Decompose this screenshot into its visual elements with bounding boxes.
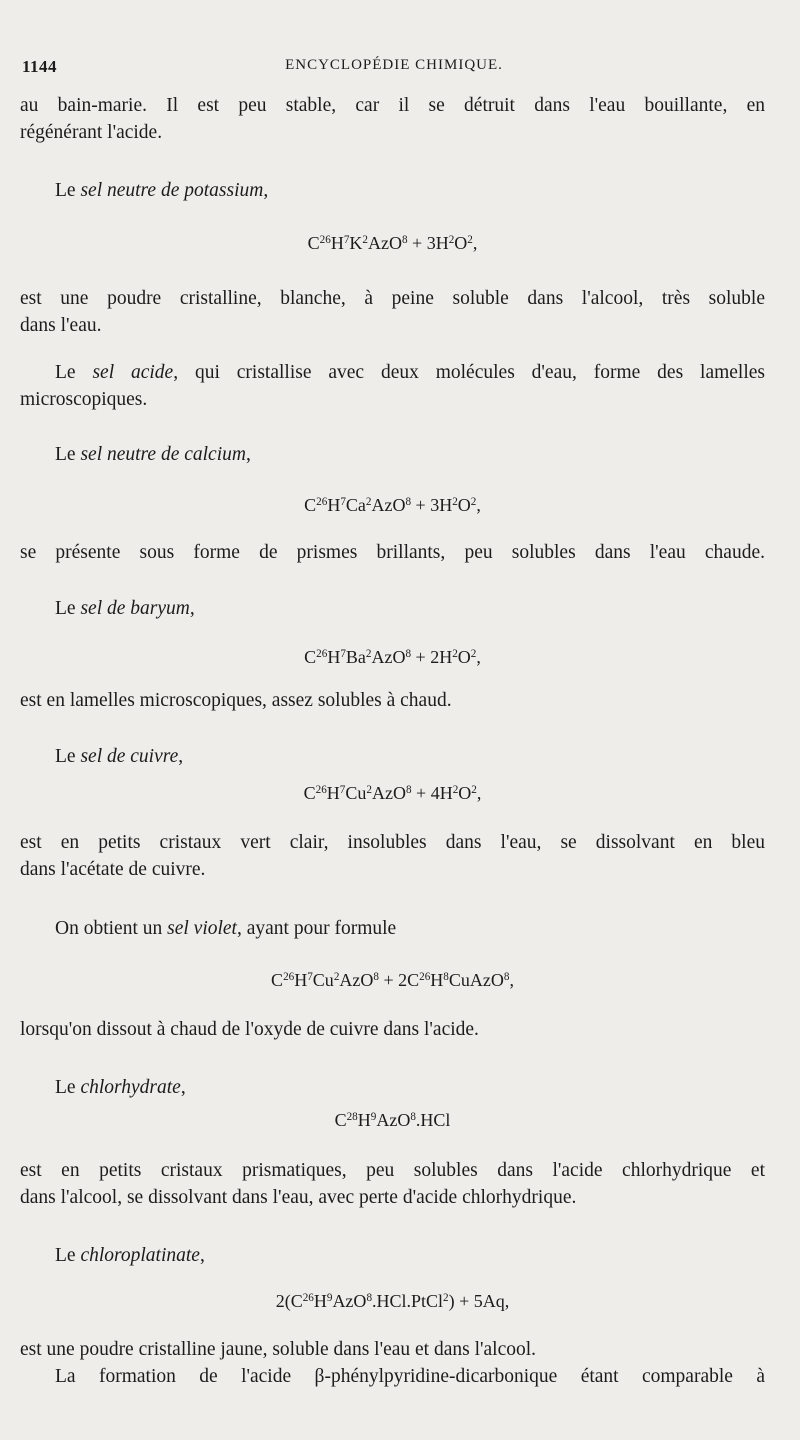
formula-part: + 3H (407, 233, 449, 253)
formula-superscript: 7 (339, 783, 346, 796)
formula-superscript: 2 (366, 783, 372, 796)
formula-superscript: 28 (346, 1110, 358, 1123)
formula-superscript: 8 (405, 647, 412, 660)
text-line: La formation de l'acide β-phénylpyridine-dicarbonique étant comparable à (55, 1366, 765, 1387)
formula-superscript: 7 (343, 233, 350, 246)
formula-superscript: 2 (471, 783, 477, 796)
formula-part: Cu (312, 970, 334, 990)
paragraph-sel-violet-intro: On obtient un sel violet, ayant pour formule (55, 918, 397, 939)
page-number: 1144 (22, 57, 58, 76)
formula-cuivre (20, 781, 765, 805)
formula-part: + 2C (378, 970, 420, 990)
formula-potassium (20, 231, 765, 255)
paragraph-potassium-intro: Le sel neutre de potassium, (55, 180, 269, 201)
formula-superscript: 2 (452, 495, 458, 508)
text-line: dans l'alcool, se dissolvant dans l'eau, avec perte d'acide chlorhydrique. (20, 1187, 577, 1208)
formula-part: O (454, 233, 468, 253)
formula-superscript: 8 (503, 970, 510, 983)
text-line: est en petits cristaux vert clair, insolubles dans l'eau, se dissolvant en bleu (20, 832, 765, 853)
paragraph-baryum-intro: Le sel de baryum, (55, 598, 195, 619)
text-line: lorsqu'on dissout à chaud de l'oxyde de cuivre dans l'acide. (20, 1019, 479, 1040)
formula-part: , (509, 970, 514, 990)
formula-part: O (457, 647, 471, 667)
formula-superscript: 7 (340, 495, 346, 508)
formula-superscript: 26 (302, 1291, 314, 1304)
formula-part: H (313, 1291, 327, 1311)
formula-part: C (271, 970, 284, 990)
formula-part: ) + 5Aq, (448, 1291, 510, 1311)
formula-superscript: 8 (401, 233, 408, 246)
formula-part: C (304, 647, 317, 667)
formula-part: O (457, 495, 471, 515)
formula-part: C (303, 783, 316, 803)
text-line: se présente sous forme de prismes brillants, peu solubles dans l'eau chaude. (20, 542, 765, 563)
text-line: microscopiques. (20, 389, 148, 410)
formula-superscript: 8 (405, 783, 412, 796)
formula-part: .HCl.PtCl (372, 1291, 444, 1311)
formula-superscript: 26 (319, 233, 331, 246)
formula-superscript: 8 (366, 1291, 373, 1304)
formula-part: AzO (339, 970, 374, 990)
formula-part: H (327, 647, 341, 667)
formula-superscript: 26 (315, 783, 327, 796)
formula-part: K (349, 233, 363, 253)
formula-superscript: 8 (410, 1110, 416, 1123)
formula-part: CuAzO (448, 970, 504, 990)
text-line: régénérant l'acide. (20, 122, 163, 143)
formula-part: H (430, 970, 444, 990)
formula-part: C (307, 233, 320, 253)
formula-part: AzO (332, 1291, 367, 1311)
text-line: est une poudre cristalline, blanche, à peine soluble dans l'alcool, très soluble (20, 288, 765, 309)
formula-superscript: 2 (365, 647, 372, 660)
formula-superscript: 8 (373, 970, 379, 983)
text-line: dans l'acétate de cuivre. (20, 859, 206, 880)
formula-part: AzO (371, 647, 406, 667)
formula-part: H (330, 233, 344, 253)
formula-superscript: 26 (283, 970, 295, 983)
formula-part: H (327, 495, 341, 515)
formula-part: AzO (371, 783, 406, 803)
formula-superscript: 2 (470, 495, 477, 508)
formula-violet (20, 968, 765, 992)
formula-part: , (472, 233, 478, 253)
text-line: au bain-marie. Il est peu stable, car il se détruit dans l'eau bouillante, en (20, 95, 765, 116)
formula-part: H (326, 783, 340, 803)
formula-part: AzO (367, 233, 402, 253)
formula-part: Cu (345, 783, 367, 803)
running-title: ENCYCLOPÉDIE CHIMIQUE. (285, 57, 503, 73)
formula-part: .HCl (415, 1110, 451, 1130)
formula-superscript: 8 (405, 495, 412, 508)
text-line: est en petits cristaux prismatiques, peu solubles dans l'acide chlorhydrique et (20, 1160, 765, 1181)
formula-part: + 3H (411, 495, 453, 515)
formula-part: , (476, 495, 481, 515)
formula-part: H (294, 970, 308, 990)
formula-part: H (357, 1110, 371, 1130)
formula-superscript: 2 (443, 1291, 449, 1304)
paragraph-calcium-intro: Le sel neutre de calcium, (55, 444, 251, 465)
formula-part: AzO (376, 1110, 411, 1130)
formula-chloroplatinate (20, 1289, 765, 1313)
formula-superscript: 2 (362, 233, 368, 246)
text-line: est une poudre cristalline jaune, soluble dans l'eau et dans l'alcool. (20, 1339, 537, 1360)
paragraph-sel-acide: Le sel acide, qui cristallise avec deux molécules d'eau, forme des lamelles (55, 362, 766, 383)
formula-part: O (458, 783, 472, 803)
formula-part: + 4H (411, 783, 453, 803)
formula-superscript: 26 (419, 970, 431, 983)
formula-part: , (476, 783, 482, 803)
formula-part: C (334, 1110, 347, 1130)
formula-superscript: 2 (470, 647, 477, 660)
formula-superscript: 2 (333, 970, 340, 983)
paragraph-cuivre-intro: Le sel de cuivre, (55, 746, 184, 767)
formula-superscript: 2 (467, 233, 473, 246)
text-line: est en lamelles microscopiques, assez solubles à chaud. (20, 690, 452, 711)
formula-superscript: 9 (326, 1291, 333, 1304)
formula-superscript: 2 (452, 647, 458, 660)
formula-part: C (304, 495, 317, 515)
formula-part: Ba (345, 647, 366, 667)
formula-part: , (476, 647, 481, 667)
paragraph-chlorhydrate-intro: Le chlorhydrate, (55, 1077, 186, 1098)
formula-superscript: 2 (365, 495, 372, 508)
formula-superscript: 2 (452, 783, 459, 796)
formula-calcium (20, 493, 765, 517)
formula-superscript: 7 (307, 970, 313, 983)
formula-part: 2(C (275, 1291, 303, 1311)
text-line: dans l'eau. (20, 315, 102, 336)
formula-part: + 2H (411, 647, 453, 667)
formula-superscript: 8 (443, 970, 449, 983)
formula-superscript: 7 (340, 647, 346, 660)
formula-baryum (20, 645, 765, 669)
formula-chlorhydrate (20, 1108, 765, 1132)
formula-superscript: 2 (448, 233, 455, 246)
paragraph-chloroplatinate-intro: Le chloroplatinate, (55, 1245, 205, 1266)
formula-part: Ca (345, 495, 366, 515)
formula-superscript: 26 (316, 647, 328, 660)
formula-superscript: 26 (316, 495, 328, 508)
formula-superscript: 9 (370, 1110, 377, 1123)
formula-part: AzO (371, 495, 406, 515)
